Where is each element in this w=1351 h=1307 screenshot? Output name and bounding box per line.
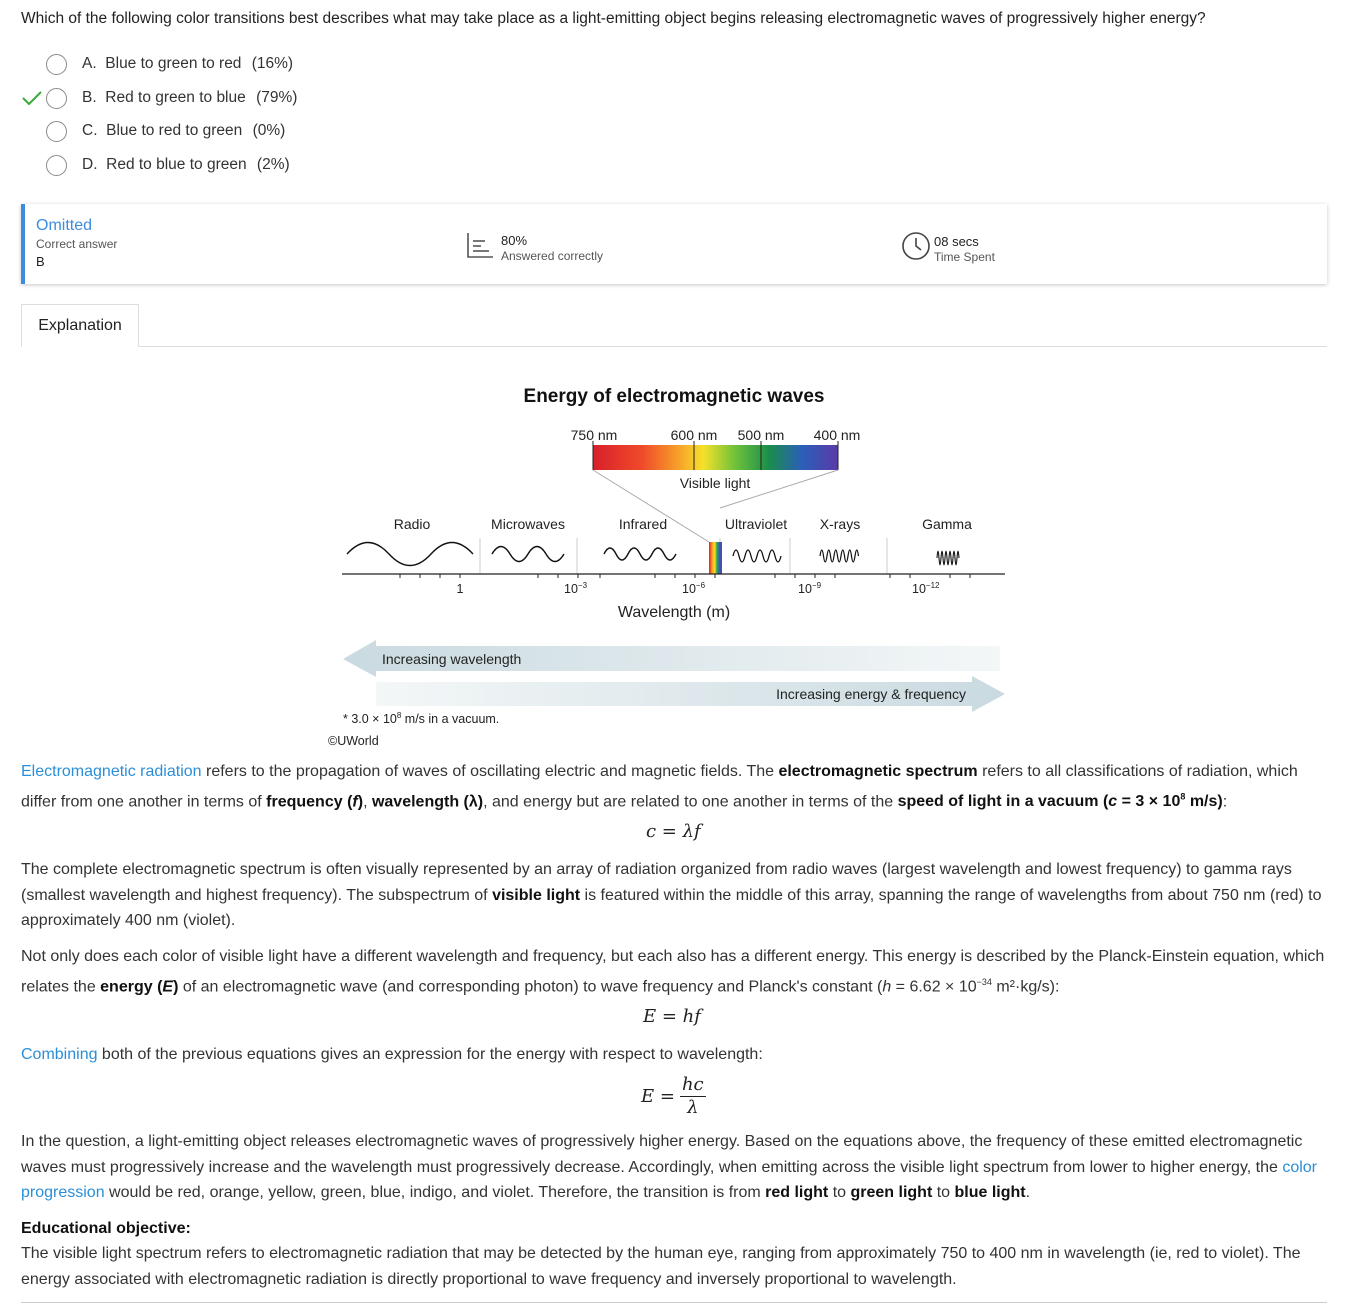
region-xrays: X-rays (819, 516, 861, 532)
objective-text: The visible light spectrum refers to electromagnetic radiation that may be detected by the human eye, ranging from approximately 750 to 400 nm in wavelength (ie, red to violet). The energy associated with electromagnetic radiation is directly proportional to wave frequency and inversely proportional to wavelength. (21, 1245, 1301, 1288)
status-label: Omitted (36, 217, 93, 234)
explanation-paragraph-5: In the question, a light-emitting object releases electromagnetic waves of progressively higher energy. Based on the equations above, the frequency of these emitted electromagnetic waves must progressively increase and the wavelength must progressively decrease. Accordingly, when emitting across the visible light spectrum from lower to higher energy, the color progression would be red, orange, yellow, green, blue, indigo, and violet. Therefore, the transition is from red light to green light to blue light. (21, 1133, 1318, 1201)
region-radio: Radio (393, 516, 431, 532)
bar-chart-icon (465, 231, 495, 264)
radio-button[interactable] (46, 54, 67, 75)
axis-label: Wavelength (m) (617, 604, 731, 621)
percent-value: 80% (501, 232, 528, 248)
correct-answer-label: Correct answer (36, 237, 118, 251)
wave-microwaves (492, 547, 564, 562)
time-spent-block (901, 231, 995, 266)
wave-ultraviolet (733, 550, 781, 562)
choice-label: A. Blue to green to red (16%) (82, 55, 294, 72)
equation-energy-wavelength: E = $\frac{hc}{\lambda}$ (641, 1074, 704, 1118)
choice-d[interactable] (20, 153, 290, 177)
spectrum-diagram (320, 378, 1040, 753)
divider (21, 1302, 1327, 1303)
correct-answer-value: B (36, 254, 45, 269)
region-microwaves: Microwaves (491, 516, 565, 532)
arrow-right-label: Increasing energy & frequency (776, 686, 966, 702)
axis-tick-1: 1 (456, 582, 464, 596)
visible-ticks (571, 427, 861, 443)
wave-radio (347, 543, 473, 566)
axis-tick-1e-9: $10^{-9}$ (798, 581, 822, 596)
check-slot (20, 153, 44, 177)
check-slot (20, 119, 44, 143)
explanation-paragraph-2: The complete electromagnetic spectrum is often visually represented by an array of radiation organized from radio waves (largest wavelength and lowest frequency) to gamma rays (smallest wavelength and highest frequency). The subspectrum of visible light is featured within the middle of this array, spanning the range of wavelengths from about 750 nm (red) to approximately 400 nm (violet). (21, 861, 1322, 929)
choice-label: D. Red to blue to green (2%) (82, 156, 290, 173)
wave-xrays (820, 550, 859, 562)
question-stem: Which of the following color transitions best describes what may take place as a light-emitting object begins releasing electromagnetic waves of progressively higher energy? (21, 10, 1206, 27)
radio-button[interactable] (46, 88, 67, 109)
em-spectrum-figure (320, 378, 1040, 753)
explanation-paragraph-1: Electromagnetic radiation refers to the propagation of waves of oscillating electric and magnetic fields. The electromagnetic spectrum refers to all classifications of radiation, which differ from one another in terms of frequency (f), wavelength (λ), and energy but are related to one another in terms of the speed of light in a vacuum ($c = 3 \times 10^8$ m/s): (21, 763, 1298, 810)
choice-label: B. Red to green to blue (79%) (82, 89, 298, 106)
axis-tick-1e-3: $10^{-3}$ (564, 581, 588, 596)
tick-500nm: 500 nm (737, 427, 785, 443)
link-combining[interactable]: Combining (21, 1046, 98, 1063)
radio-button[interactable] (46, 155, 67, 176)
choice-b[interactable] (20, 86, 297, 110)
tick-750nm: 750 nm (570, 427, 618, 443)
arrow-left-label: Increasing wavelength (382, 651, 522, 667)
percent-label: Answered correctly (501, 248, 604, 263)
choice-c[interactable] (20, 119, 285, 143)
region-infrared: Infrared (618, 516, 668, 532)
choice-label: C. Blue to red to green (0%) (82, 122, 286, 139)
time-label: Time Spent (934, 249, 995, 264)
axis-tick-1e-12: $10^{-12}$ (912, 581, 940, 596)
link-electromagnetic-radiation[interactable]: Electromagnetic radiation (21, 763, 202, 780)
percent-correct-block (465, 231, 603, 264)
check-icon (20, 86, 44, 110)
tick-400nm: 400 nm (813, 427, 861, 443)
objective-title: Educational objective: (21, 1220, 191, 1237)
radio-button[interactable] (46, 121, 67, 142)
region-gamma: Gamma (922, 516, 972, 532)
wave-gamma (937, 551, 959, 565)
tick-600nm: 600 nm (670, 427, 718, 443)
visible-light-bar (593, 445, 838, 470)
tab-explanation[interactable]: Explanation (21, 304, 139, 347)
clock-icon (901, 231, 931, 266)
choice-a[interactable] (20, 52, 293, 76)
figure-title: Energy of electromagnetic waves (523, 386, 825, 407)
answer-stats-panel (21, 204, 1327, 284)
time-value: 08 secs (934, 233, 979, 249)
wave-infrared (604, 548, 676, 560)
explanation-paragraph-3: Not only does each color of visible light have a different wavelength and frequency, but each also has a different energy. This energy is described by the Planck-Einstein equation, which relates the energy (E) of an electromagnetic wave (and corresponding photon) to wave frequency and Planck's constant ($h = 6.62 \times 10^{-34}$ m²·kg/s): (21, 948, 1325, 995)
equation-speed-of-light: c = λf (646, 821, 701, 842)
axis-tick-1e-6: $10^{-6}$ (682, 581, 706, 596)
check-slot (20, 52, 44, 76)
visible-light-label: Visible light (679, 475, 751, 491)
equation-planck-einstein: E = hf (643, 1006, 701, 1027)
footnote: * $3.0 \times 10^8$ m/s in a vacuum. (343, 711, 500, 726)
link-color-progression[interactable]: color progression (21, 1158, 1318, 1201)
copyright: ©UWorld (328, 734, 379, 748)
tab-bar (21, 304, 1327, 347)
visible-strip (709, 542, 722, 574)
region-ultraviolet: Ultraviolet (724, 516, 788, 532)
explanation-paragraph-4: Combining both of the previous equations gives an expression for the energy with respect to wavelength: (21, 1046, 763, 1063)
